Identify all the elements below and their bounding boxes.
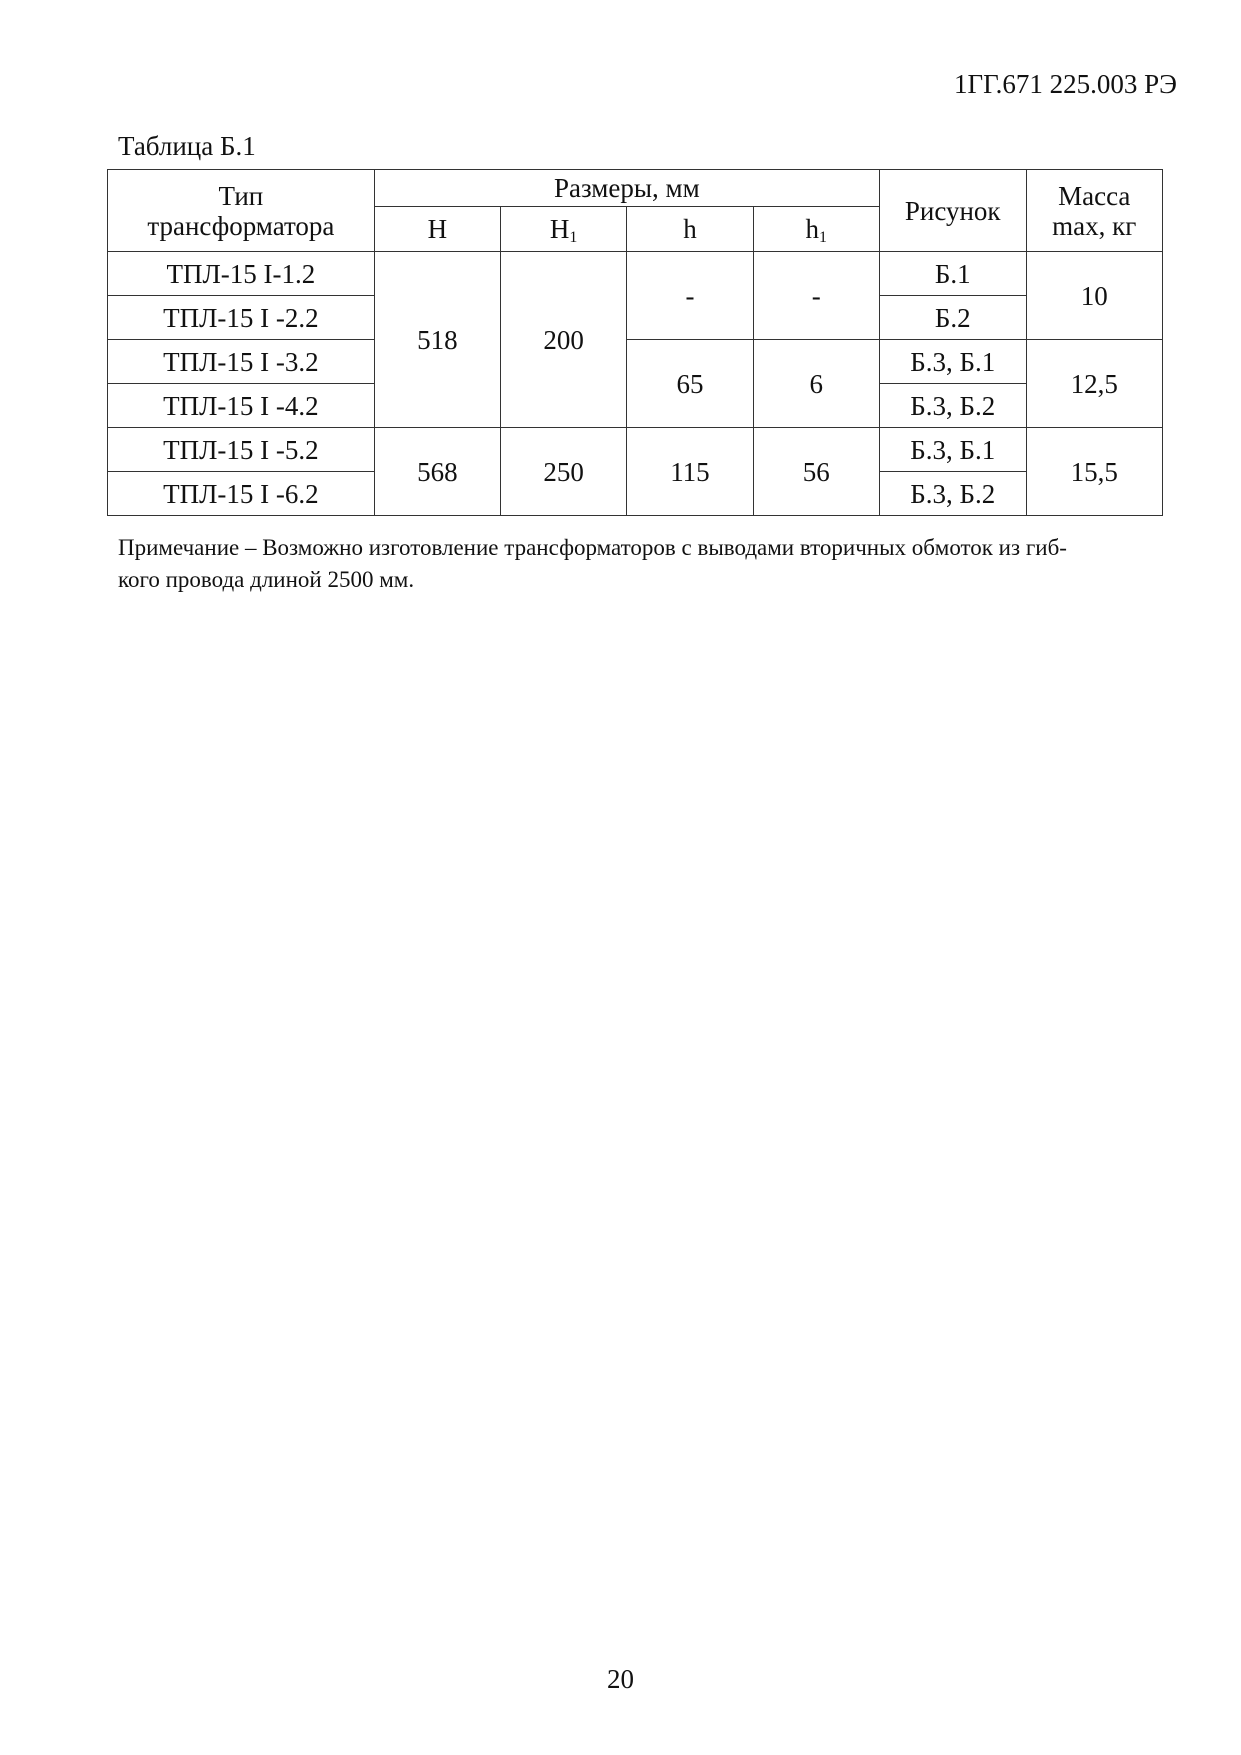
table-row	[108, 252, 1163, 296]
cell-mass: 15,5	[1026, 428, 1162, 516]
cell-figure: Б.1	[879, 252, 1026, 296]
cell-figure: Б.2	[879, 296, 1026, 340]
cell-type: ТПЛ-15 I -4.2	[108, 384, 375, 428]
table-header-row	[108, 170, 1163, 207]
header-type	[108, 170, 375, 252]
document-code: 1ГГ.671 225.003 РЭ	[953, 69, 1177, 99]
cell-type: ТПЛ-15 I-1.2	[108, 252, 375, 296]
cell-figure: Б.3, Б.1	[879, 428, 1026, 472]
header-figure: Рисунок	[879, 170, 1026, 252]
header-mass	[1026, 170, 1162, 252]
table-row	[108, 428, 1163, 472]
header-type-line1: Тип	[218, 180, 264, 211]
header-mass-line1: Масса	[1058, 180, 1131, 211]
table-note	[118, 532, 1163, 596]
header-dimensions: Размеры, мм	[374, 170, 879, 207]
header-h1	[753, 207, 879, 252]
cell-type: ТПЛ-15 I -3.2	[108, 340, 375, 384]
transformer-dimensions-table	[107, 169, 1163, 516]
cell-type: ТПЛ-15 I -5.2	[108, 428, 375, 472]
cell-type: ТПЛ-15 I -2.2	[108, 296, 375, 340]
cell-figure: Б.3, Б.2	[879, 472, 1026, 516]
cell-h: -	[627, 252, 753, 340]
cell-h1: -	[753, 252, 879, 340]
cell-figure: Б.3, Б.1	[879, 340, 1026, 384]
header-H1-subscript: 1	[569, 229, 578, 246]
header-type-line2: трансформатора	[147, 210, 335, 241]
header-H1-text: H	[549, 214, 570, 244]
page-number: 20	[607, 1664, 634, 1694]
header-h: h	[627, 207, 753, 252]
header-H1	[501, 207, 627, 252]
cell-type: ТПЛ-15 I -6.2	[108, 472, 375, 516]
header-H: H	[374, 207, 500, 252]
table-row	[108, 340, 1163, 384]
cell-H: 518	[374, 252, 500, 428]
cell-figure: Б.3, Б.2	[879, 384, 1026, 428]
cell-mass: 12,5	[1026, 340, 1162, 428]
cell-h1: 56	[753, 428, 879, 516]
cell-h1: 6	[753, 340, 879, 428]
table-note-line1: Примечание – Возможно изготовление трансформаторов с выводами вторичных обмоток из гиб-	[118, 535, 1067, 560]
cell-h: 115	[627, 428, 753, 516]
header-mass-line2: max, кг	[1052, 210, 1137, 241]
cell-H: 568	[374, 428, 500, 516]
cell-H1: 200	[501, 252, 627, 428]
header-h1-subscript: 1	[818, 229, 827, 246]
table-note-line2: кого провода длиной 2500 мм.	[118, 567, 415, 592]
header-h1-text: h	[805, 214, 819, 244]
table-caption: Таблица Б.1	[118, 131, 256, 161]
cell-h: 65	[627, 340, 753, 428]
cell-H1: 250	[501, 428, 627, 516]
cell-mass: 10	[1026, 252, 1162, 340]
